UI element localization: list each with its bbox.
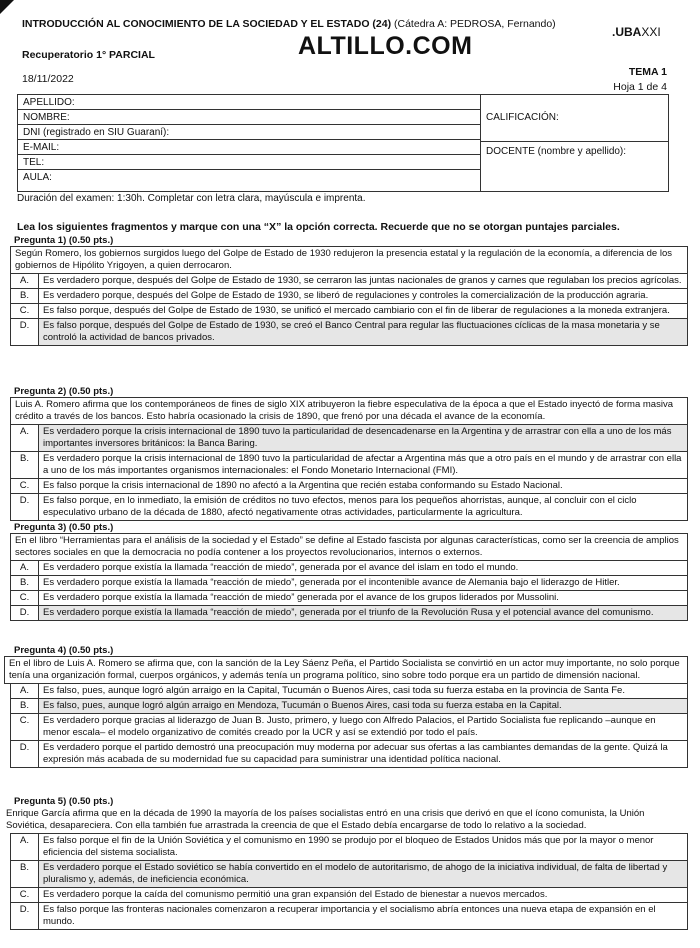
grading-fields xyxy=(481,95,668,191)
question-stem: Luis A. Romero afirma que los contemporáneos de fines de siglo XIX atribuyeron la fiebre especulativa de la época a que el Estado inyectó de forma masiva crédito a través de los bancos. Esto habría ocasionado la crisis de 1890, que frenó por una década el avance de la economía. xyxy=(10,397,688,425)
option-c[interactable] xyxy=(11,888,687,903)
option-letter: B. xyxy=(11,861,39,887)
option-letter: D. xyxy=(11,903,39,929)
option-letter: A. xyxy=(11,274,39,288)
option-letter: C. xyxy=(11,479,39,493)
exam-subtitle: Recuperatorio 1° PARCIAL xyxy=(22,49,155,61)
course-title xyxy=(22,17,562,31)
option-text: Es falso porque la crisis internacional de 1890 no afectó a la Argentina que recién estaba conformando su Estado Nacional. xyxy=(43,480,563,491)
option-letter: D. xyxy=(11,319,39,345)
field-tel[interactable]: TEL: xyxy=(18,155,480,170)
question-stem: Enrique García afirma que en la década de 1990 la mayoría de los países socialistas entró en una crisis que derivó en que el ícono comunista, la Unión Soviética, desapareciera. Con ella también fue arrastrada la creencia de que el Estado debía encargarse de todo lo relativo a la sociedad. xyxy=(6,808,645,831)
option-c[interactable] xyxy=(11,591,687,606)
question-label: Pregunta 3) (0.50 pts.) xyxy=(14,522,114,533)
tema-label: TEMA 1 xyxy=(628,66,667,78)
question-stem: En el libro “Herramientas para el análisis de la sociedad y el Estado” se define al Estado fascista por algunas características, como ser la creencia de amplios sectores sociales en que la democracia no podía contener a los proyectos revolucionarios, internos o externos. xyxy=(10,533,688,561)
option-d[interactable] xyxy=(11,606,687,621)
option-text: Es verdadero porque la caída del comunismo permitió una gran expansión del Estado de bienestar a nuevos mercados. xyxy=(43,889,548,900)
field-nombre[interactable]: NOMBRE: xyxy=(18,110,480,125)
option-letter: C. xyxy=(11,304,39,318)
option-text: Es verdadero porque existía la llamada “reacción de miedo”, generada por el triunfo de la Revolución Rusa y el potencial avance del comunismo. xyxy=(39,606,687,620)
question-2 xyxy=(10,386,688,521)
option-b[interactable] xyxy=(11,699,687,714)
options-list xyxy=(10,274,688,346)
option-text: Es falso porque, después del Golpe de Estado de 1930, se creó el Banco Central para regular las fluctuaciones cíclicas de la masa monetaria y se controló la actividad de bancos privados. xyxy=(39,319,687,345)
option-c[interactable] xyxy=(11,714,687,741)
option-b[interactable] xyxy=(11,576,687,591)
instructions: Lea los siguientes fragmentos y marque con una “X” la opción correcta. Recuerde que no se otorgan puntajes parciales. xyxy=(17,221,620,233)
option-d[interactable] xyxy=(11,319,687,346)
option-letter: A. xyxy=(11,834,39,860)
options-list xyxy=(10,684,688,768)
option-text: Es verdadero porque, después del Golpe de Estado de 1930, se liberó de regulaciones y controles la comercialización de la producción agraria. xyxy=(43,290,649,301)
option-b[interactable] xyxy=(11,289,687,304)
option-text: Es verdadero porque existía la llamada “reacción de miedo”, generada por el avance del islam en todo el mundo. xyxy=(43,562,519,573)
option-letter: B. xyxy=(11,576,39,590)
option-text: Es verdadero porque gracias al liderazgo de Juan B. Justo, primero, y luego con Alfredo Palacios, el Partido Socialista fue replicando –aunque en menor escala– el modelo organizativo de comités creado por la UCR y así se extendió por todo el país. xyxy=(43,715,656,738)
field-calificacion[interactable]: CALIFICACIÓN: xyxy=(481,95,668,142)
student-fields xyxy=(18,95,481,191)
option-text: Es verdadero porque el partido demostró una preocupación muy moderna por adecuar sus ofertas a las cambiantes demandas de la gente. Quizá la expresión más acabada de su modernidad fue su capacidad para suministrar una identidad política nacional. xyxy=(43,742,668,765)
option-a[interactable] xyxy=(11,684,687,699)
option-text: Es falso porque las fronteras nacionales comenzaron a recuperar importancia y el socialismo abría entonces una nueva etapa de expansión en el mundo. xyxy=(43,904,656,927)
uba-logo-a: .UBA xyxy=(612,25,642,39)
option-c[interactable] xyxy=(11,304,687,319)
option-text: Es falso, pues, aunque logró algún arraigo en la Capital, Tucumán o Buenos Aires, casi toda su fuerza estaba en la provincia de Santa Fe. xyxy=(43,685,625,696)
question-1 xyxy=(10,235,688,346)
exam-date: 18/11/2022 xyxy=(22,73,74,85)
option-text: Es verdadero porque el Estado soviético se había convertido en el modelo de autoritarismo, de ahogo de la iniciativa individual, de falta de libertad y pluralismo y, además, de ineficiencia económica. xyxy=(39,861,687,887)
option-a[interactable] xyxy=(11,561,687,576)
question-label: Pregunta 1) (0.50 pts.) xyxy=(14,235,114,246)
option-text: Es verdadero porque la crisis internacional de 1890 tuvo la particularidad de desencadenarse en la Argentina y de arrastrar con ella a uno de los más importantes inversores británicos: la Banca Baring. xyxy=(39,425,687,451)
option-letter: C. xyxy=(11,888,39,902)
option-letter: D. xyxy=(11,606,39,620)
option-letter: A. xyxy=(11,425,39,451)
uba-logo-b: XXI xyxy=(641,25,661,39)
option-letter: B. xyxy=(11,452,39,478)
options-list xyxy=(10,425,688,521)
options-list xyxy=(10,833,688,930)
page-counter: Hoja 1 de 4 xyxy=(613,81,667,93)
option-letter: D. xyxy=(11,741,39,767)
question-label: Pregunta 4) (0.50 pts.) xyxy=(14,645,114,656)
option-text: Es falso porque, en lo inmediato, la emisión de créditos no tuvo efectos, menos para los pequeños ahorristas, aunque, al concluir con el ciclo especulativo urbano de la década de 1880, afectó negativamente otras actividades, particularmente la agricultura. xyxy=(43,495,637,518)
option-text: Es falso, pues, aunque logró algún arraigo en Mendoza, Tucumán o Buenos Aires, casi toda su fuerza estaba en la Capital. xyxy=(39,699,687,713)
option-text: Es verdadero porque, después del Golpe de Estado de 1930, se cerraron las juntas nacionales de granos y carnes que regulaban los precios agrícolas. xyxy=(43,275,682,286)
watermark-logo: ALTILLO.COM xyxy=(298,32,473,60)
course-chair: (Cátedra A: PEDROSA, Fernando) xyxy=(394,18,556,30)
option-letter: C. xyxy=(11,591,39,605)
question-3 xyxy=(10,522,688,621)
option-a[interactable] xyxy=(11,425,687,452)
option-text: Es falso porque, después del Golpe de Estado de 1930, se unificó el mercado cambiario con el fin de liberar de regulaciones a la moneda extranjera. xyxy=(43,305,670,316)
question-stem: Según Romero, los gobiernos surgidos luego del Golpe de Estado de 1930 redujeron la presencia estatal y la regulación de la economía, a diferencia de los gobiernos de Hipólito Yrigoyen, a quien derrocaron. xyxy=(10,246,688,274)
uba-logo xyxy=(612,25,661,39)
field-aula[interactable]: AULA: xyxy=(23,172,52,183)
option-a[interactable] xyxy=(11,274,687,289)
option-d[interactable] xyxy=(11,903,687,930)
option-text: Es verdadero porque existía la llamada “reacción de miedo”, generada por el incontenible avance de Alemania bajo el liderazgo de Hitler. xyxy=(43,577,620,588)
option-letter: C. xyxy=(11,714,39,740)
option-d[interactable] xyxy=(11,741,687,768)
option-a[interactable] xyxy=(11,834,687,861)
field-dni[interactable]: DNI (registrado en SIU Guaraní): xyxy=(18,125,480,140)
option-text: Es verdadero porque existía la llamada “reacción de miedo” generada por el avance de los grupos liderados por Mussolini. xyxy=(43,592,559,603)
option-letter: D. xyxy=(11,494,39,520)
option-letter: B. xyxy=(11,289,39,303)
option-text: Es falso porque el fin de la Unión Soviética y el comunismo en 1990 se produjo por el bloqueo de Estados Unidos más que por la mayor o menor eficiencia del sistema socialista. xyxy=(43,835,654,858)
course-title-main: INTRODUCCIÓN AL CONOCIMIENTO DE LA SOCIEDAD Y EL ESTADO (24) xyxy=(22,18,392,30)
option-text: Es verdadero porque la crisis internacional de 1890 tuvo la particularidad de afectar a Argentina más que a otro país en el mundo y de arrastrar con ella a uno de los más importantes organismos internacionales: el Fondo Monetario Internacional (FMI). xyxy=(43,453,682,476)
question-5 xyxy=(4,796,688,930)
page-corner-mark xyxy=(0,0,14,14)
field-email[interactable]: E-MAIL: xyxy=(18,140,480,155)
option-c[interactable] xyxy=(11,479,687,494)
student-info-box xyxy=(17,94,669,192)
question-label: Pregunta 2) (0.50 pts.) xyxy=(14,386,114,397)
option-letter: A. xyxy=(11,684,39,698)
field-docente[interactable]: DOCENTE (nombre y apellido): xyxy=(486,146,627,157)
question-label: Pregunta 5) (0.50 pts.) xyxy=(14,796,114,807)
option-letter: B. xyxy=(11,699,39,713)
option-b[interactable] xyxy=(11,452,687,479)
question-stem: En el libro de Luis A. Romero se afirma que, con la sanción de la Ley Sáenz Peña, el Partido Socialista se convirtió en un actor muy importante, no solo porque tenía una organización formal, cuerpos orgánicos, y además tenía un programa político, sino sobre todo porque era un partido de dimensión nacional. xyxy=(4,656,688,684)
options-list xyxy=(10,561,688,621)
question-4 xyxy=(4,645,688,768)
option-d[interactable] xyxy=(11,494,687,521)
option-letter: A. xyxy=(11,561,39,575)
exam-duration: Duración del examen: 1:30h. Completar con letra clara, mayúscula e imprenta. xyxy=(17,193,366,204)
field-apellido[interactable]: APELLIDO: xyxy=(18,95,480,110)
option-b[interactable] xyxy=(11,861,687,888)
